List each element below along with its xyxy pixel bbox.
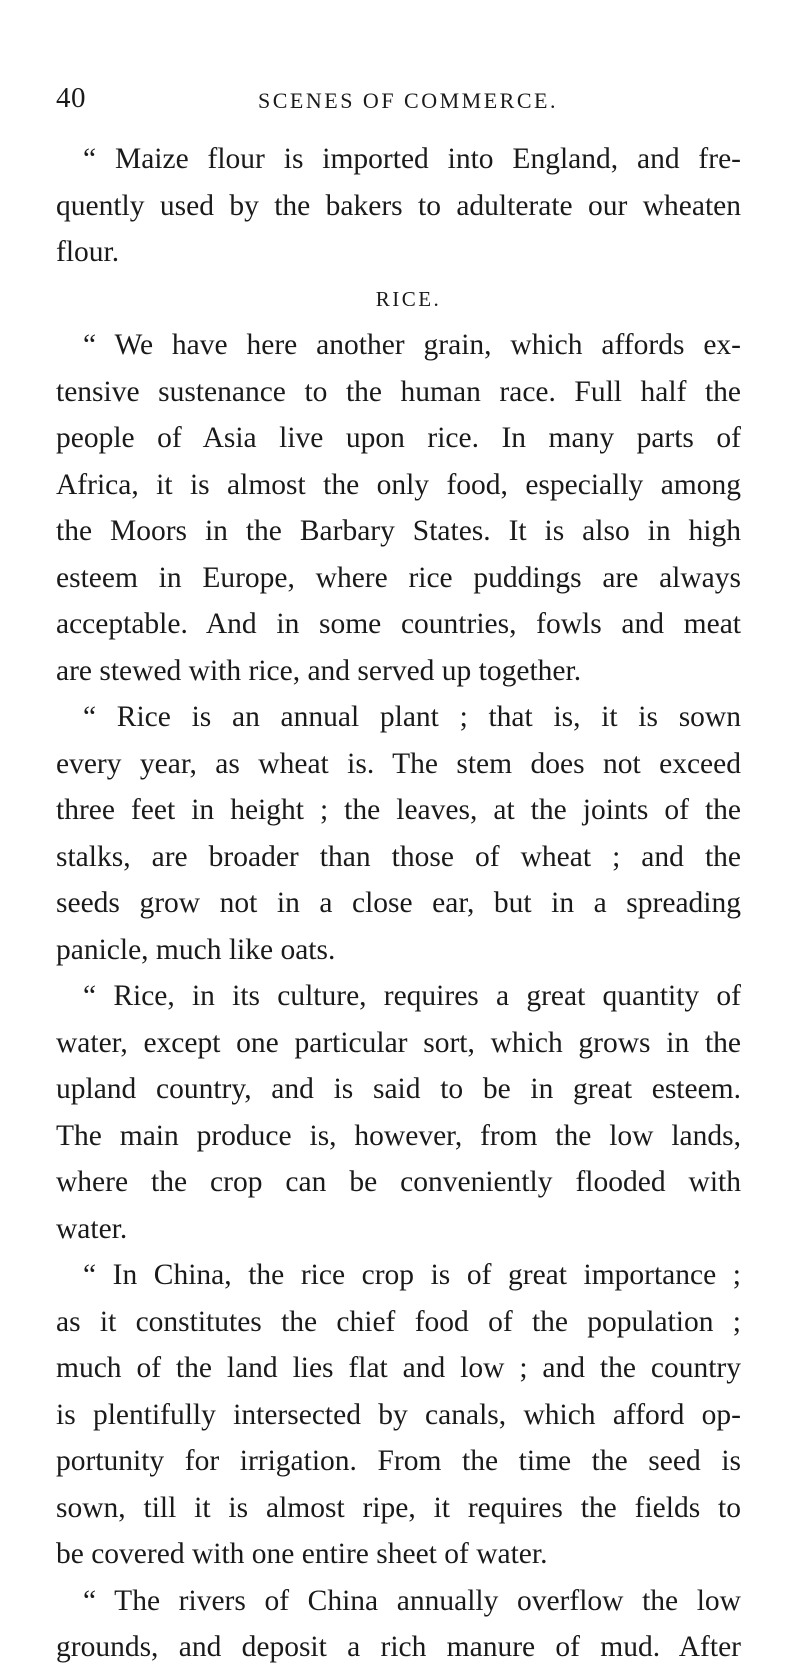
text-line: people of Asia live upon rice. In many parts of (56, 422, 741, 454)
text-line: “ Maize flour is imported into England, and fre- (83, 143, 741, 175)
text-line: sown, till it is almost ripe, it requires the fields to (56, 1491, 741, 1524)
text-line: flour. (56, 236, 120, 268)
text-line: much of the land lies flat and low ; and the country (56, 1352, 741, 1384)
text-line: stalks, are broader than those of wheat ; and the (56, 840, 741, 873)
text-line: be covered with one entire sheet of water. (56, 1538, 548, 1570)
text-line: water, except one particular sort, which grows in the (56, 1026, 741, 1059)
text-line: “ Rice, in its culture, requires a great quantity of (83, 980, 741, 1012)
text-line: is plentifully intersected by canals, which afford op- (56, 1398, 741, 1431)
text-line: panicle, much like oats. (56, 933, 336, 966)
text-line: are stewed with rice, and served up together. (56, 654, 582, 687)
text-line: “ Rice is an annual plant ; that is, it is sown (83, 701, 741, 733)
text-line: “ The rivers of China annually overflow the low (83, 1584, 741, 1617)
running-head: SCENES OF COMMERCE. (258, 88, 558, 113)
text-line: seeds grow not in a close ear, but in a spreading (56, 887, 741, 919)
body-text (56, 136, 741, 1671)
page-header (56, 82, 740, 122)
text-line: where the crop can be conveniently flooded with (56, 1166, 741, 1198)
text-line: tensive sustenance to the human race. Full half the (56, 375, 741, 408)
text-line: portunity for irrigation. From the time the seed is (56, 1445, 741, 1477)
text-line: acceptable. And in some countries, fowls and meat (56, 608, 741, 640)
text-line: Africa, it is almost the only food, especially among (56, 468, 741, 501)
text-line: three feet in height ; the leaves, at the joints of the (56, 794, 741, 826)
text-line: the Moors in the Barbary States. It is also in high (56, 515, 741, 547)
text-line: every year, as wheat is. The stem does not exceed (56, 747, 741, 780)
text-line: quently used by the bakers to adulterate our wheaten (56, 189, 741, 222)
section-heading: RICE. (375, 286, 442, 311)
page-number: 40 (56, 82, 86, 114)
text-line: “ We have here another grain, which affords ex- (83, 329, 741, 361)
text-line: “ In China, the rice crop is of great importance ; (83, 1259, 741, 1291)
text-line: esteem in Europe, where rice puddings are always (56, 561, 741, 594)
text-line: water. (56, 1212, 128, 1245)
text-line: as it constitutes the chief food of the population ; (56, 1305, 741, 1338)
text-line: grounds, and deposit a rich manure of mud. After (56, 1631, 741, 1663)
text-line: The main produce is, however, from the low lands, (56, 1119, 741, 1152)
text-line: upland country, and is said to be in great esteem. (56, 1073, 741, 1105)
